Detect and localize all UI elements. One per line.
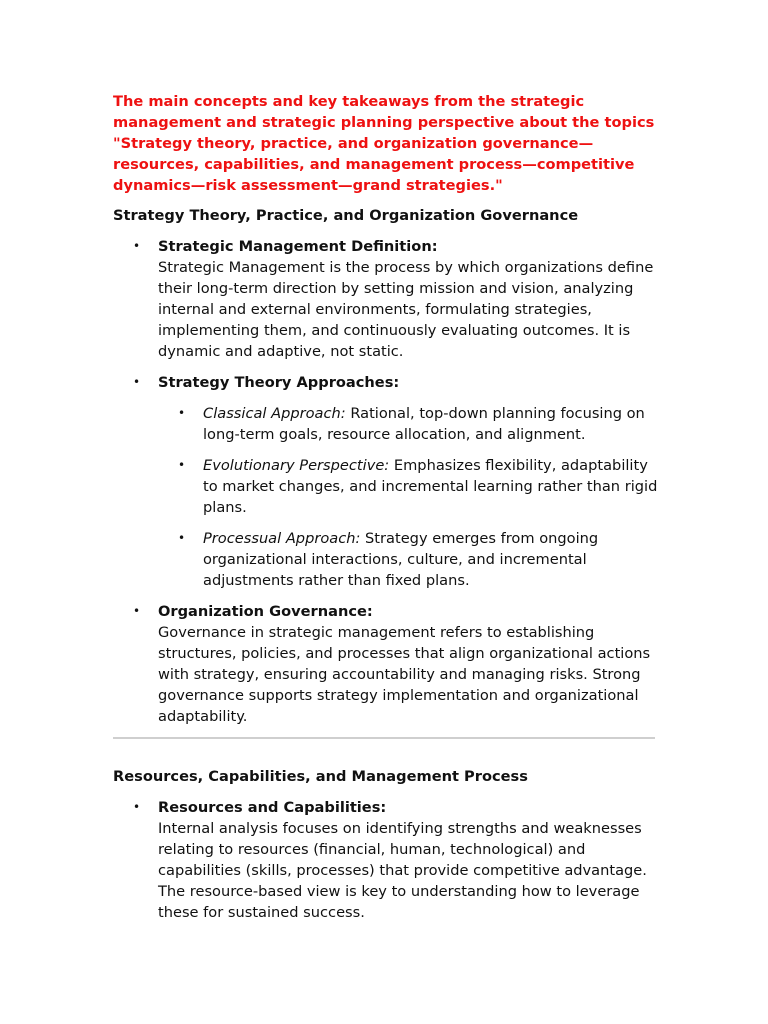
subitem-label: Classical Approach: xyxy=(203,405,346,422)
list-item-organization-governance xyxy=(113,601,658,727)
item-title: • Strategic Management Definition: xyxy=(158,238,438,255)
subitem-processual-approach xyxy=(158,528,658,591)
intro-paragraph: The main concepts and key takeaways from the strategic management and strategic planning perspective about the topics "Strategy theory, practice, and organization governance—resources, capabilities, and management process—competitive dynamics—risk assessment—grand strategies." xyxy=(113,93,655,194)
subitem-text: Emphasizes flexibility, adaptability to market changes, and incremental learning rather than rigid plans. xyxy=(203,457,658,516)
item-body: Internal analysis focuses on identifying strengths and weaknesses relating to resources (financial, human, technological) and capabilities (skills, processes) that provide competitive advantage. The resource-based view is key to understanding how to leverage these for sustained success. xyxy=(158,820,647,921)
subitem-label: Processual Approach: xyxy=(203,530,361,547)
resources-capabilities-list xyxy=(113,797,658,923)
list-item-strategic-management-definition xyxy=(113,236,658,362)
item-body: Governance in strategic management refers to establishing structures, policies, and processes that align organizational actions with strategy, ensuring accountability and managing risks. Strong governance supports strategy implementation and organizational adaptability. xyxy=(158,624,651,725)
list-item-strategy-theory-approaches xyxy=(113,372,658,591)
list-item-resources-and-capabilities xyxy=(113,797,658,923)
subitem-text: Rational, top-down planning focusing on long-term goals, resource allocation, and alignment. xyxy=(203,405,645,443)
subitem-evolutionary-perspective xyxy=(158,455,658,518)
section-heading-resources-capabilities: Resources, Capabilities, and Management Process xyxy=(113,768,528,785)
section-divider xyxy=(113,737,655,739)
subitem-text: Strategy emerges from ongoing organizational interactions, culture, and incremental adjustments rather than fixed plans. xyxy=(203,530,599,589)
approaches-sublist xyxy=(158,403,658,591)
section-heading-strategy-theory: Strategy Theory, Practice, and Organization Governance xyxy=(113,207,579,224)
item-title: • Strategy Theory Approaches: xyxy=(158,374,400,391)
item-title: • Organization Governance: xyxy=(158,603,373,620)
item-body: Strategic Management is the process by which organizations define their long-term direction by setting mission and vision, analyzing internal and external environments, formulating strategies, implementing them, and continuously evaluating outcomes. It is dynamic and adaptive, not static. xyxy=(158,259,654,360)
subitem-classical-approach xyxy=(158,403,658,445)
document-content xyxy=(113,91,658,933)
item-title: • Resources and Capabilities: xyxy=(158,799,387,816)
strategy-theory-list xyxy=(113,236,658,727)
subitem-label: Evolutionary Perspective: xyxy=(203,457,390,474)
